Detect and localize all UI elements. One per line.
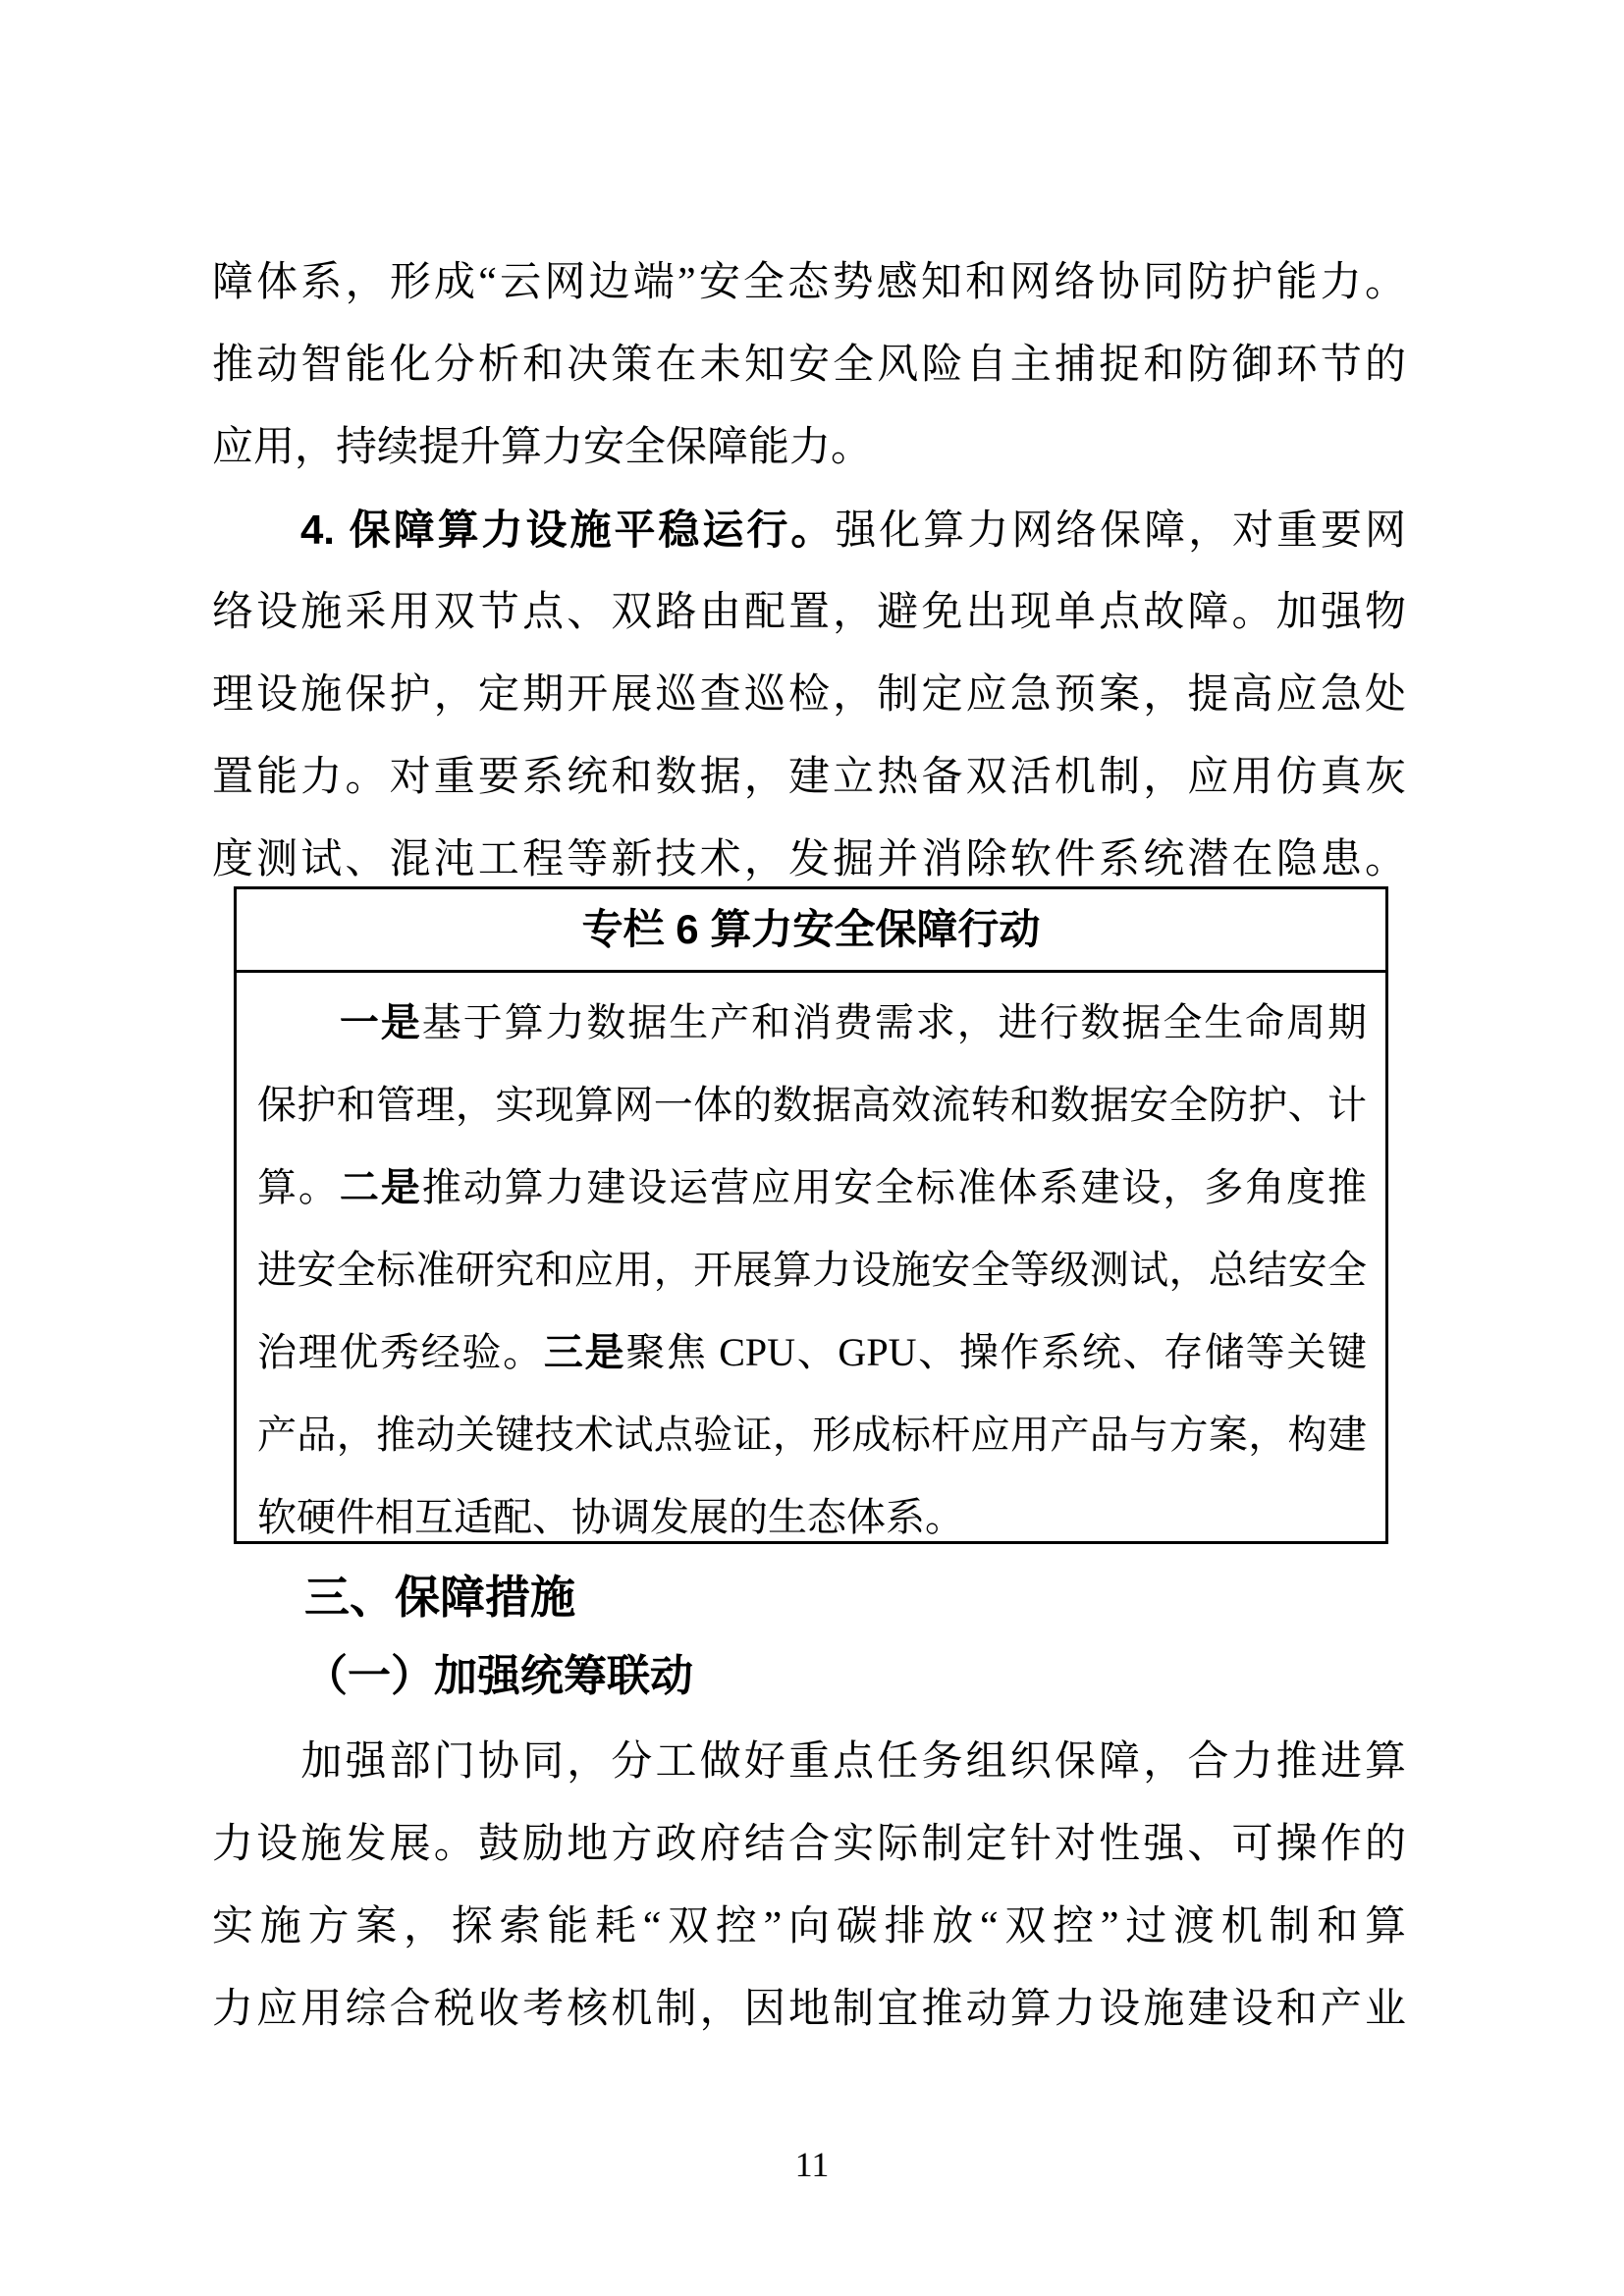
text-line — [212, 1886, 1406, 1968]
text-line — [257, 1229, 1367, 1311]
text-segment: 络设施采用双节点、双路由配置，避免出现单点故障。加强物 — [212, 590, 1406, 635]
text-segment: 基于算力数据生产和消费需求，进行数据全生命周期 — [421, 1000, 1367, 1044]
text-segment: 力设施发展。鼓励地方政府结合实际制定针对性强、可操作的 — [212, 1822, 1406, 1867]
text-line — [212, 406, 1406, 489]
text-segment: 保护和管理，实现算网一体的数据高效流转和数据安全防护、计 — [257, 1083, 1367, 1127]
text-segment: 聚焦 CPU、GPU、操作系统、存储等关键 — [625, 1330, 1367, 1374]
text-line — [257, 1311, 1367, 1394]
text-segment — [212, 508, 300, 554]
text-segment: 治理优秀经验。 — [257, 1330, 544, 1374]
text-line — [212, 736, 1406, 819]
text-segment — [257, 1000, 340, 1044]
text-segment — [212, 1739, 300, 1785]
text-line — [257, 1064, 1367, 1147]
text-line — [212, 1721, 1406, 1803]
paragraph-stable-operation — [212, 489, 1406, 901]
subsection-heading-coordination: （一）加强统筹联动 — [304, 1652, 693, 1700]
section-heading-safeguard-measures: 三、保障措施 — [304, 1572, 575, 1623]
bold-text-segment: 三是 — [543, 1331, 626, 1374]
bold-text-segment: 一是 — [339, 1001, 422, 1044]
text-segment: 力应用综合税收考核机制，因地制宜推动算力设施建设和产业 — [212, 1987, 1406, 2032]
text-segment: 障体系，形成“云网边端”安全态势感知和网络协同防护能力。 — [212, 260, 1406, 305]
text-segment: 加强部门协同，分工做好重点任务组织保障，合力推进算 — [300, 1739, 1406, 1785]
text-segment: 算。 — [257, 1165, 340, 1209]
text-line — [212, 654, 1406, 736]
paragraph-security-capability — [212, 241, 1406, 489]
paragraph-coordination — [212, 1721, 1406, 2051]
text-segment: 软硬件相互适配、协调发展的生态体系。 — [257, 1495, 964, 1539]
text-line — [212, 1803, 1406, 1886]
text-line — [212, 571, 1406, 654]
text-line — [257, 982, 1367, 1064]
callout-box-title: 专栏 6 算力安全保障行动 — [237, 889, 1385, 973]
text-line — [212, 1968, 1406, 2051]
text-segment: 进安全标准研究和应用，开展算力设施安全等级测试，总结安全 — [257, 1248, 1367, 1292]
text-segment: 应用，持续提升算力安全保障能力。 — [212, 425, 873, 470]
text-segment: 产品，推动关键技术试点验证，形成标杆应用产品与方案，构建 — [257, 1413, 1367, 1457]
text-line — [257, 1394, 1367, 1476]
callout-box-body — [257, 982, 1367, 1559]
text-segment: 实施方案，探索能耗“双控”向碳排放“双控”过渡机制和算 — [212, 1904, 1406, 1949]
bold-text-segment: 二是 — [339, 1166, 422, 1209]
text-segment: 度测试、混沌工程等新技术，发掘并消除软件系统潜在隐患。 — [212, 837, 1406, 882]
text-line — [212, 324, 1406, 406]
page-number: 11 — [794, 2145, 830, 2184]
text-line — [257, 1147, 1367, 1229]
text-segment: 强化算力网络保障，对重要网 — [835, 508, 1406, 554]
text-segment: 推动算力建设运营应用安全标准体系建设，多角度推 — [421, 1165, 1367, 1209]
bold-text-segment: 4. 保障算力设施平稳运行。 — [299, 507, 836, 553]
text-line — [212, 489, 1406, 571]
text-segment: 理设施保护，定期开展巡查巡检，制定应急预案，提高应急处 — [212, 672, 1406, 718]
text-line — [257, 1476, 1367, 1559]
text-segment: 置能力。对重要系统和数据，建立热备双活机制，应用仿真灰 — [212, 755, 1406, 800]
text-segment: 推动智能化分析和决策在未知安全风险自主捕捉和防御环节的 — [212, 343, 1406, 388]
text-line — [212, 241, 1406, 324]
